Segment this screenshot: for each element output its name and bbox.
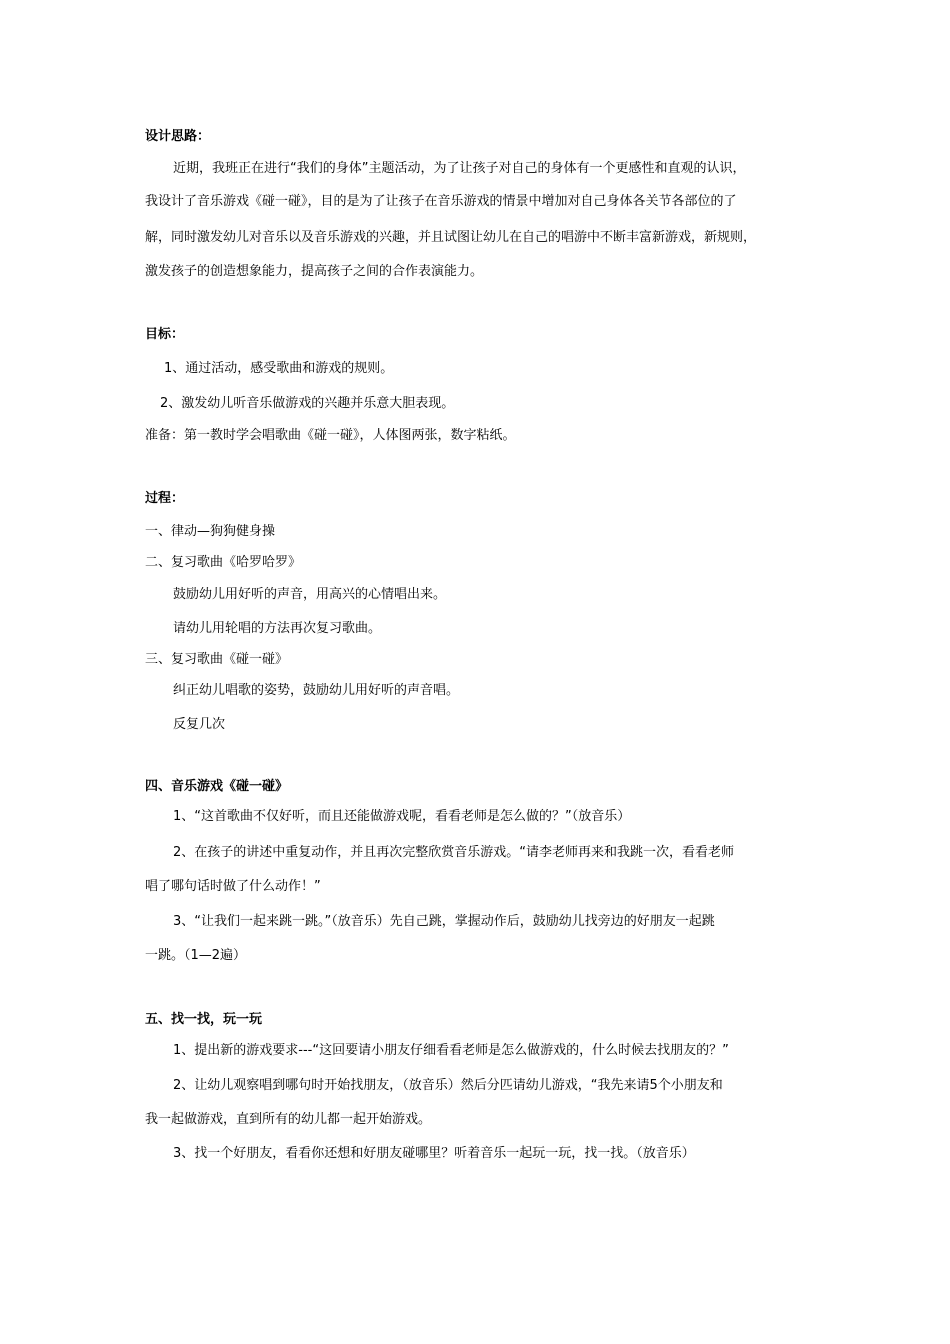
section4-heading: 四、音乐游戏《碰一碰》: [145, 779, 289, 794]
paragraph-line: 我设计了音乐游戏《碰一碰》，目的是为了让孩子在音乐游戏的情景中增加对自己身体各关节各部位的了: [145, 194, 737, 209]
goal-item: 1、通过活动，感受歌曲和游戏的规则。: [164, 361, 394, 376]
section4-line: 唱了哪句话时做了什么动作！”: [145, 879, 321, 894]
section4-line: 1、“这首歌曲不仅好听，而且还能做游戏呢，看看老师是怎么做的？”（放音乐）: [173, 809, 631, 824]
step-item: 反复几次: [173, 717, 226, 732]
step-item: 鼓励幼儿用好听的声音，用高兴的心情唱出来。: [173, 587, 447, 602]
section4-line: 3、“让我们一起来跳一跳。”（放音乐）先自己跳，掌握动作后，鼓励幼儿找旁边的好朋友一起跳: [173, 914, 715, 929]
paragraph-line: 解，同时激发幼儿对音乐以及音乐游戏的兴趣，并且试图让幼儿在自己的唱游中不断丰富新游戏，新规则，: [145, 230, 757, 245]
section5-line: 2、让幼儿观察唱到哪句时开始找朋友，（放音乐）然后分匹请幼儿游戏，“我先来请5个小朋友和: [173, 1078, 723, 1093]
paragraph-line: 近期，我班正在进行“我们的身体”主题活动，为了让孩子对自己的身体有一个更感性和直观的认识，: [173, 161, 746, 176]
step-heading: 三、复习歌曲《碰一碰》: [145, 652, 289, 667]
step-item: 请幼儿用轮唱的方法再次复习歌曲。: [173, 621, 382, 636]
design-heading: 设计思路：: [145, 129, 211, 144]
section4-line: 2、在孩子的讲述中重复动作，并且再次完整欣赏音乐游戏。“请李老师再来和我跳一次，看看老师: [173, 845, 735, 860]
step-heading: 一、律动—狗狗健身操: [145, 524, 276, 539]
paragraph-line: 激发孩子的创造想象能力，提高孩子之间的合作表演能力。: [145, 264, 484, 279]
section5-line: 我一起做游戏，直到所有的幼儿都一起开始游戏。: [145, 1112, 432, 1127]
goals-heading: 目标：: [145, 327, 185, 342]
process-heading: 过程：: [145, 491, 185, 506]
step-heading: 二、复习歌曲《哈罗哈罗》: [145, 555, 302, 570]
section5-line: 1、提出新的游戏要求---“这回要请小朋友仔细看看老师是怎么做游戏的，什么时候去找朋友的？”: [173, 1043, 729, 1058]
section5-line: 3、找一个好朋友，看看你还想和好朋友碰哪里？听着音乐一起玩一玩，找一找。（放音乐）: [173, 1146, 695, 1161]
goal-item: 2、激发幼儿听音乐做游戏的兴趣并乐意大胆表现。: [160, 396, 455, 411]
prep-line: 准备：第一教时学会唱歌曲《碰一碰》，人体图两张，数字粘纸。: [145, 428, 516, 443]
step-item: 纠正幼儿唱歌的姿势，鼓励幼儿用好听的声音唱。: [173, 683, 460, 698]
section4-line: 一跳。（1—2遍）: [145, 948, 247, 963]
section5-heading: 五、找一找，玩一玩: [145, 1012, 263, 1027]
